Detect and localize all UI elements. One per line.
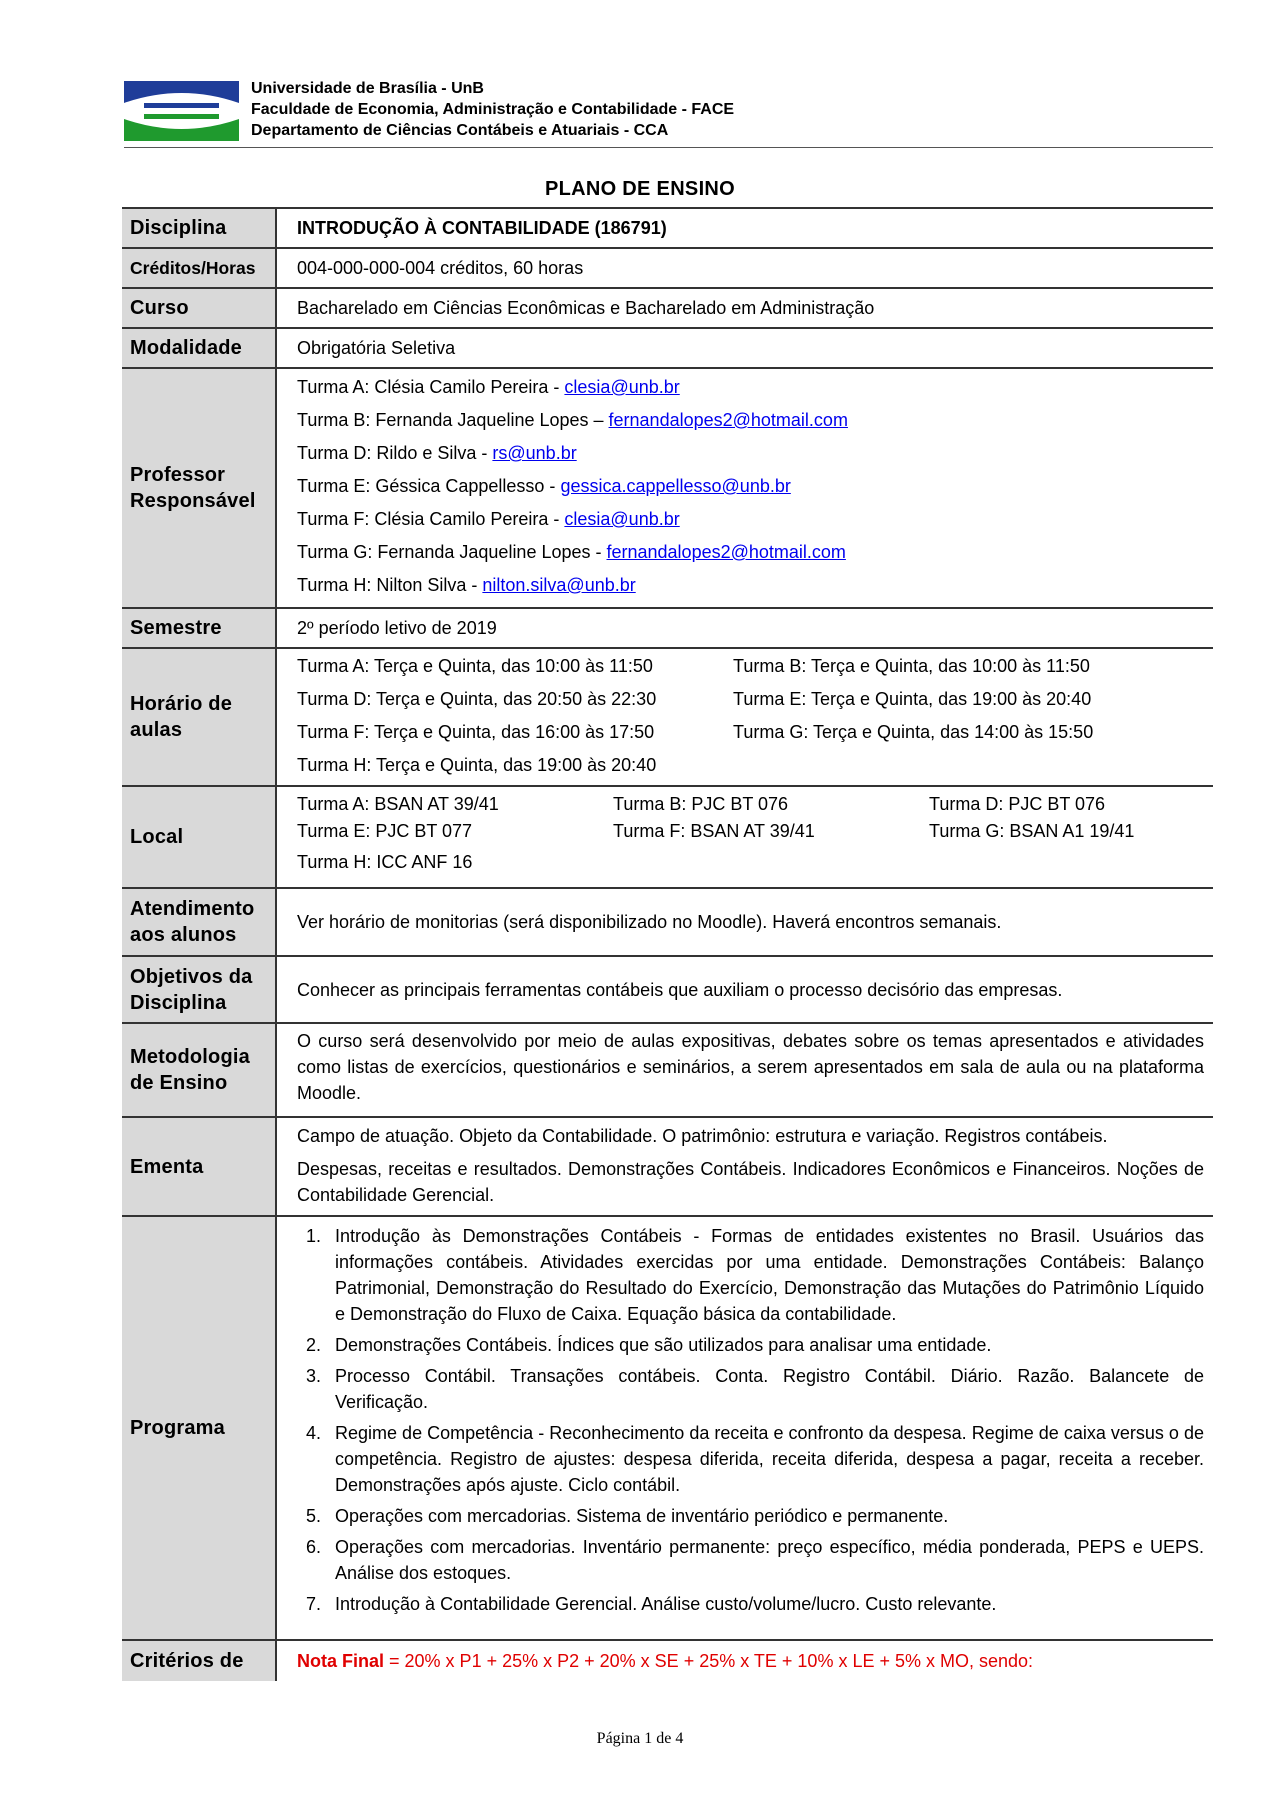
label-professor <box>122 369 277 607</box>
local-item: Turma D: PJC BT 076 <box>929 794 1106 814</box>
value-curso: Bacharelado em Ciências Econômicas e Bacharelado em Administração <box>297 298 875 318</box>
label-atendimento-line-2: aos alunos <box>130 924 237 946</box>
label-atendimento <box>122 889 277 955</box>
label-ementa: Ementa <box>122 1118 277 1215</box>
professor-item: Turma G: Fernanda Jaqueline Lopes - fernandalopes2@hotmail.com <box>297 542 846 562</box>
horario-item: Turma A: Terça e Quinta, das 10:00 às 11:50 <box>297 656 653 676</box>
row-disciplina <box>122 209 1213 249</box>
ementa-line-2: Despesas, receitas e resultados. Demonstrações Contábeis. Indicadores Econômicos e Financeiros. Noções de Contabilidade Gerencial. <box>297 1159 1204 1205</box>
institution-block <box>251 78 734 141</box>
institution-line-1: Universidade de Brasília - UnB <box>251 80 484 97</box>
local-item: Turma G: BSAN A1 19/41 <box>929 821 1135 841</box>
list-item: 3. Processo Contábil. Transações contábeis. Conta. Registro Contábil. Diário. Razão. Balancete de Verificação. <box>306 1366 1204 1412</box>
label-metodologia <box>122 1024 277 1116</box>
label-atendimento-line-1: Atendimento <box>130 898 255 920</box>
value-professor <box>277 369 1213 607</box>
label-modalidade: Modalidade <box>122 329 277 367</box>
horario-item: Turma F: Terça e Quinta, das 16:00 às 17:50 <box>297 722 655 742</box>
list-item: 1. Introdução às Demonstrações Contábeis - Formas de entidades existentes no Brasil. Usuários das informações contábeis. Atividades exercidas por uma entidade. Demonstrações Contábeis: Balanço Patrimonial, Demonstração do Resultado do Exercício, Demonstração das Mutações do Patrimônio Líquido e Demonstração do Fluxo de Caixa. Equação básica da contabilidade. <box>306 1226 1204 1324</box>
horario-item: Turma D: Terça e Quinta, das 20:50 às 22:30 <box>297 689 657 709</box>
email-link[interactable]: rs@unb.br <box>492 443 577 463</box>
value-atendimento: Ver horário de monitorias (será disponibilizado no Moodle). Haverá encontros semanais. <box>297 912 1002 932</box>
value-creditos: 004-000-000-004 créditos, 60 horas <box>297 258 584 278</box>
list-item: 5. Operações com mercadorias. Sistema de inventário periódico e permanente. <box>306 1506 949 1526</box>
email-link[interactable]: nilton.silva@unb.br <box>482 575 636 595</box>
label-curso: Curso <box>122 289 277 327</box>
row-local <box>122 787 1213 889</box>
row-ementa <box>122 1118 1213 1217</box>
row-creditos <box>122 249 1213 289</box>
horario-item: Turma H: Terça e Quinta, das 19:00 às 20:40 <box>297 755 657 775</box>
value-local <box>277 787 1213 887</box>
value-modalidade: Obrigatória Seletiva <box>297 338 456 358</box>
institution-line-3: Departamento de Ciências Contábeis e Atuariais - CCA <box>251 122 669 139</box>
unb-logo-icon <box>124 81 239 141</box>
label-professor-line-1: Professor <box>130 464 226 486</box>
horario-item: Turma B: Terça e Quinta, das 10:00 às 11:50 <box>733 656 1090 676</box>
local-item: Turma E: PJC BT 077 <box>297 821 473 841</box>
label-local: Local <box>122 787 277 887</box>
professor-item: Turma H: Nilton Silva - nilton.silva@unb.br <box>297 575 636 595</box>
row-curso <box>122 289 1213 329</box>
value-horario <box>277 649 1213 785</box>
value-ementa <box>277 1118 1213 1215</box>
row-modalidade <box>122 329 1213 369</box>
list-item: 4. Regime de Competência - Reconhecimento da receita e confronto da despesa. Regime de caixa versus o de competência. Registro de ajustes: despesa diferida, receita diferida, despesa a pagar, receita a receber. Demonstrações após ajuste. Ciclo contábil. <box>306 1423 1204 1495</box>
value-semestre: 2º período letivo de 2019 <box>297 618 497 638</box>
row-professor <box>122 369 1213 609</box>
horario-item: Turma G: Terça e Quinta, das 14:00 às 15:50 <box>733 722 1094 742</box>
value-disciplina: INTRODUÇÃO À CONTABILIDADE (186791) <box>297 218 667 238</box>
label-creditos: Créditos/Horas <box>122 249 277 287</box>
row-semestre <box>122 609 1213 649</box>
professor-item: Turma D: Rildo e Silva - rs@unb.br <box>297 443 577 463</box>
page-title: PLANO DE ENSINO <box>544 178 736 200</box>
row-horario <box>122 649 1213 787</box>
professor-item: Turma B: Fernanda Jaqueline Lopes – fernandalopes2@hotmail.com <box>297 410 848 430</box>
row-atendimento <box>122 889 1213 957</box>
label-metodologia-line-2: de Ensino <box>130 1072 228 1094</box>
professor-item: Turma E: Géssica Cappellesso - gessica.cappellesso@unb.br <box>297 476 791 496</box>
local-item: Turma B: PJC BT 076 <box>613 794 789 814</box>
label-disciplina: Disciplina <box>122 209 277 247</box>
professor-item: Turma A: Clésia Camilo Pereira - clesia@unb.br <box>297 377 680 397</box>
email-link[interactable]: fernandalopes2@hotmail.com <box>608 410 848 430</box>
value-programa <box>277 1217 1213 1639</box>
label-objetivos <box>122 957 277 1022</box>
label-objetivos-line-1: Objetivos da <box>130 965 253 988</box>
email-link[interactable]: fernandalopes2@hotmail.com <box>606 542 846 562</box>
plano-table <box>122 207 1213 1681</box>
local-item: Turma A: BSAN AT 39/41 <box>297 794 499 814</box>
page-number: Página 1 de 4 <box>596 1730 684 1747</box>
email-link[interactable]: clesia@unb.br <box>564 377 680 397</box>
list-item: 7. Introdução à Contabilidade Gerencial. Análise custo/volume/lucro. Custo relevante. <box>306 1594 997 1614</box>
label-objetivos-line-2: Disciplina <box>130 991 227 1014</box>
label-horario-line-1: Horário de <box>130 693 233 715</box>
document-header <box>124 76 1213 148</box>
row-objetivos <box>122 957 1213 1024</box>
list-item: 6. Operações com mercadorias. Inventário permanente: preço específico, média ponderada, PEPS e UEPS. Análise dos estoques. <box>306 1537 1204 1583</box>
programa-list <box>297 1223 1204 1617</box>
label-horario <box>122 649 277 785</box>
institution-line-2: Faculdade de Economia, Administração e Contabilidade - FACE <box>251 101 735 118</box>
label-professor-line-2: Responsável <box>130 490 256 512</box>
row-criterios <box>122 1641 1213 1681</box>
label-criterios: Critérios de <box>122 1641 277 1681</box>
value-objetivos: Conhecer as principais ferramentas contábeis que auxiliam o processo decisório das empresas. <box>297 979 1063 1000</box>
value-criterios <box>277 1641 1213 1681</box>
nota-final-formula: = 20% x P1 + 25% x P2 + 20% x SE + 25% x TE + 10% x LE + 5% x MO, sendo: <box>384 1651 1034 1671</box>
row-metodologia <box>122 1024 1213 1118</box>
label-semestre: Semestre <box>122 609 277 647</box>
nota-final-label: Nota Final <box>297 1651 385 1671</box>
email-link[interactable]: gessica.cappellesso@unb.br <box>560 476 791 496</box>
email-link[interactable]: clesia@unb.br <box>564 509 680 529</box>
label-programa: Programa <box>122 1217 277 1639</box>
professor-item: Turma F: Clésia Camilo Pereira - clesia@unb.br <box>297 509 680 529</box>
ementa-line-1: Campo de atuação. Objeto da Contabilidade. O patrimônio: estrutura e variação. Registros contábeis. <box>297 1126 1108 1146</box>
horario-item: Turma E: Terça e Quinta, das 19:00 às 20:40 <box>733 689 1092 709</box>
value-metodologia: O curso será desenvolvido por meio de aulas expositivas, debates sobre os temas apresentados e atividades como listas de exercícios, questionários e seminários, a serem apresentados em sala de aula ou na plataforma Moodle. <box>297 1031 1204 1103</box>
list-item: 2. Demonstrações Contábeis. Índices que são utilizados para analisar uma entidade. <box>306 1335 992 1355</box>
local-item: Turma F: BSAN AT 39/41 <box>613 821 815 841</box>
local-item: Turma H: ICC ANF 16 <box>297 852 473 872</box>
label-metodologia-line-1: Metodologia <box>130 1046 250 1068</box>
label-horario-line-2: aulas <box>130 719 183 741</box>
row-programa <box>122 1217 1213 1641</box>
